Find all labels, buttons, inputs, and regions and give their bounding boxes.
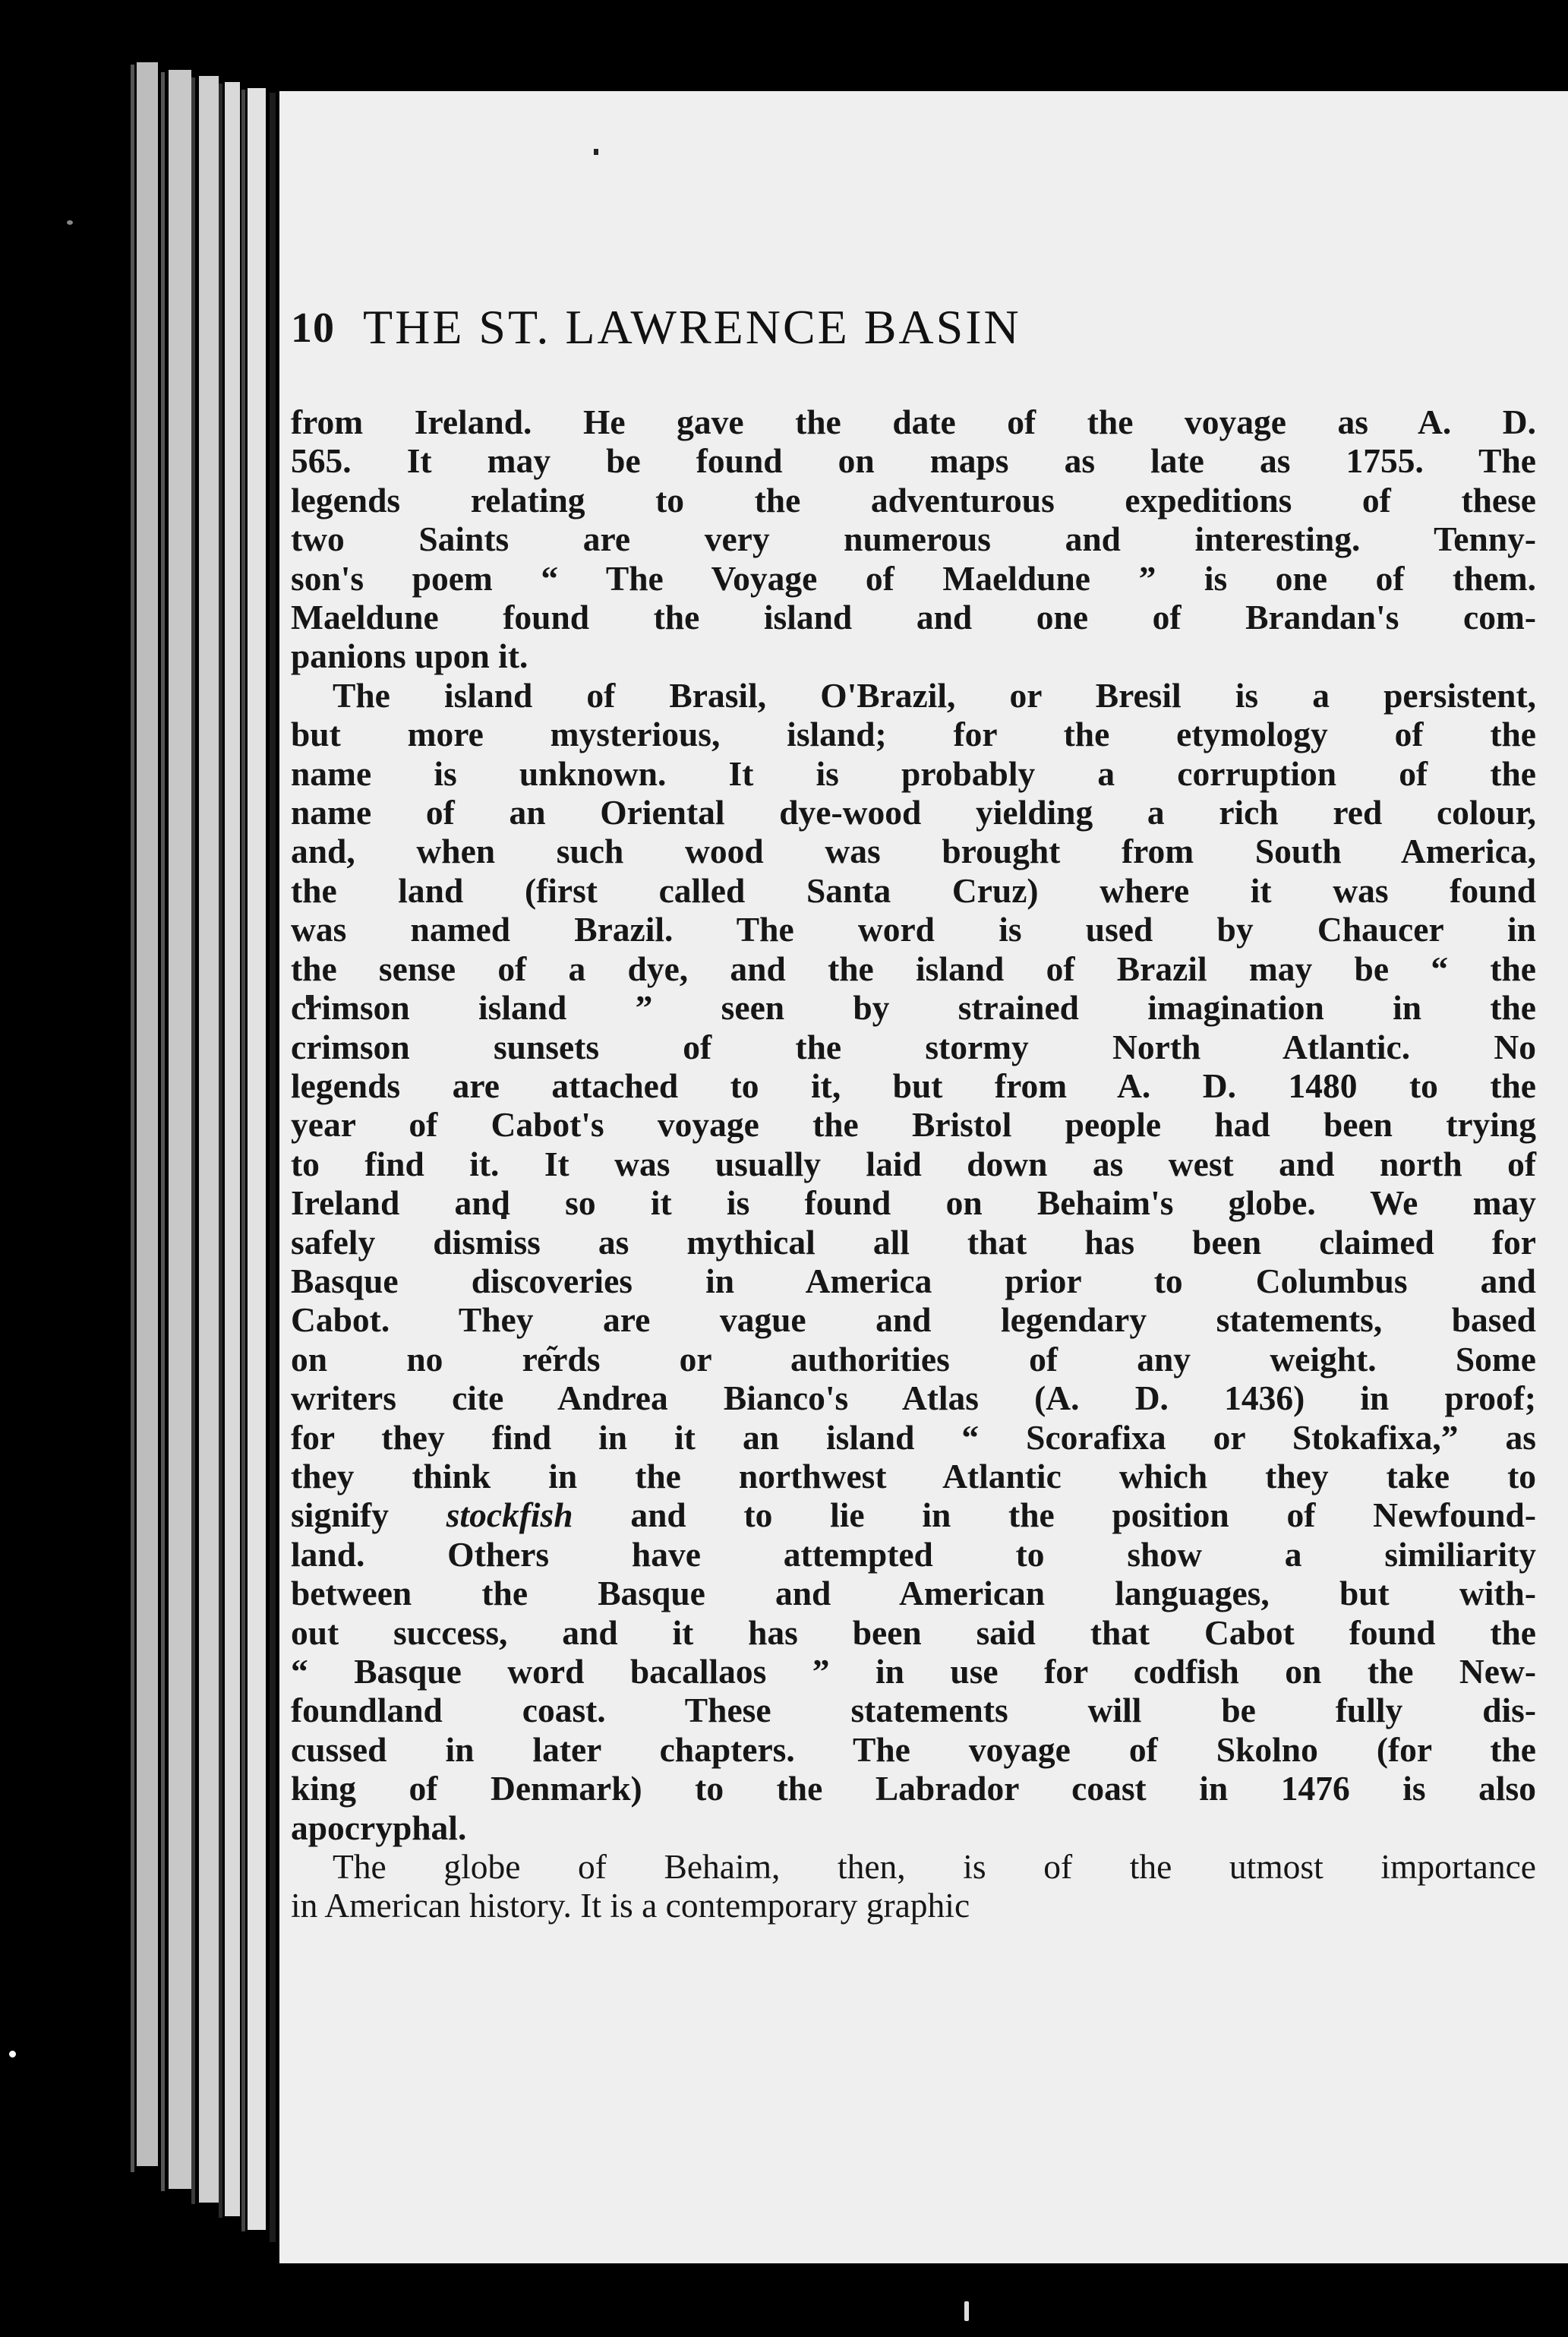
page-edge (225, 82, 240, 2216)
page-number: 10 (291, 305, 335, 352)
text-line: son's poem “ The Voyage of Maeldune ” is one of them. (291, 558, 1536, 598)
paragraph (291, 676, 1536, 1847)
page-edge-line (241, 90, 245, 2231)
text-line: crimson sunsets of the stormy North Atlantic. No (291, 1027, 1536, 1066)
page-edge (137, 62, 158, 2166)
page-edge (248, 88, 266, 2230)
page-edge-line (219, 84, 222, 2218)
text-line: crimson island ” seen by strained imagination in the (291, 988, 1536, 1028)
text-line: Ireland and so it is found on Behaim's globe. We may (291, 1183, 1536, 1223)
text-line: apocryphal. (291, 1808, 467, 1847)
dust-speck (964, 2301, 969, 2321)
text-line: writers cite Andrea Bianco's Atlas (A. D. 1436) in proof; (291, 1379, 1536, 1418)
text-line: The globe of Behaim, then, is of the utmost importance (333, 1847, 1536, 1887)
dust-speck (9, 2051, 16, 2058)
text-line: cussed in later chapters. The voyage of Skolno (for the (291, 1729, 1536, 1769)
text-line: and, when such wood was brought from South America, (291, 832, 1536, 871)
page-edge-line (131, 65, 134, 2172)
page-edge (199, 76, 219, 2203)
text-line: the land (first called Santa Cruz) where it was found (291, 870, 1536, 910)
text-line: on no re᷉᷉rds or authorities of any weight. Some (291, 1339, 1536, 1379)
text-line: 565. It may be found on maps as late as 1755. The (291, 441, 1536, 481)
text-line: foundland coast. These statements will be fully dis- (291, 1691, 1536, 1730)
text-line: Maeldune found the island and one of Brandan's com- (291, 598, 1536, 637)
page-edge-line (161, 72, 165, 2191)
text-line: between the Basque and American languages, but with- (291, 1574, 1536, 1613)
text-line: signify stockfish and to lie in the position of Newfound- (291, 1495, 1537, 1535)
text-line: Cabot. They are vague and legendary statements, based (291, 1300, 1536, 1340)
text-line: king of Denmark) to the Labrador coast in 1476 is also (291, 1769, 1536, 1808)
text-line: “ Basque word bacallaos ” in use for codfish on the New- (291, 1652, 1536, 1691)
text-line: name of an Oriental dye-wood yielding a rich red colour, (291, 793, 1536, 832)
text-line: two Saints are very numerous and interesting. Tenny- (291, 520, 1536, 559)
page-edge (169, 70, 191, 2189)
running-title: THE ST. LAWRENCE BASIN (363, 300, 1021, 354)
text-line: The island of Brasil, O'Brazil, or Bresil is a persistent, (333, 675, 1536, 715)
text-line: legends are attached to it, but from A. D. 1480 to the (291, 1066, 1536, 1105)
text-line: safely dismiss as mythical all that has been claimed for (291, 1222, 1536, 1262)
body-text (291, 403, 1536, 1925)
page-edge-line (270, 93, 276, 2242)
page-header (291, 300, 1354, 372)
text-line: land. Others have attempted to show a similiarity (291, 1534, 1536, 1574)
text-line: the sense of a dye, and the island of Brazil may be “ the (291, 949, 1536, 988)
text-line: they think in the northwest Atlantic which they take to (291, 1456, 1536, 1495)
text-line: Basque discoveries in America prior to Columbus and (291, 1261, 1536, 1300)
dust-speck (67, 220, 73, 225)
text-line: panions upon it. (291, 636, 528, 676)
italic-term: stockfish (446, 1495, 573, 1535)
text-line: from Ireland. He gave the date of the voyage as A. D. (291, 403, 1536, 441)
text-line: out success, and it has been said that Cabot found the (291, 1612, 1536, 1652)
text-line: to find it. It was usually laid down as west and north of (291, 1144, 1536, 1183)
page-edge-line (191, 77, 195, 2204)
text-line: but more mysterious, island; for the etymology of the (291, 715, 1536, 754)
dust-speck (594, 149, 598, 155)
text-line: legends relating to the adventurous expeditions of these (291, 480, 1536, 520)
paragraph (291, 1847, 1536, 1925)
text-line: was named Brazil. The word is used by Chaucer in (291, 910, 1536, 949)
text-line: for they find in it an island “ Scorafixa or Stokafixa,” as (291, 1417, 1536, 1457)
text-line: year of Cabot's voyage the Bristol people had been trying (291, 1105, 1536, 1145)
paragraph (291, 403, 1536, 676)
text-line: name is unknown. It is probably a corruption of the (291, 753, 1536, 793)
text-line: in American history. It is a contemporary graphic (291, 1886, 970, 1925)
